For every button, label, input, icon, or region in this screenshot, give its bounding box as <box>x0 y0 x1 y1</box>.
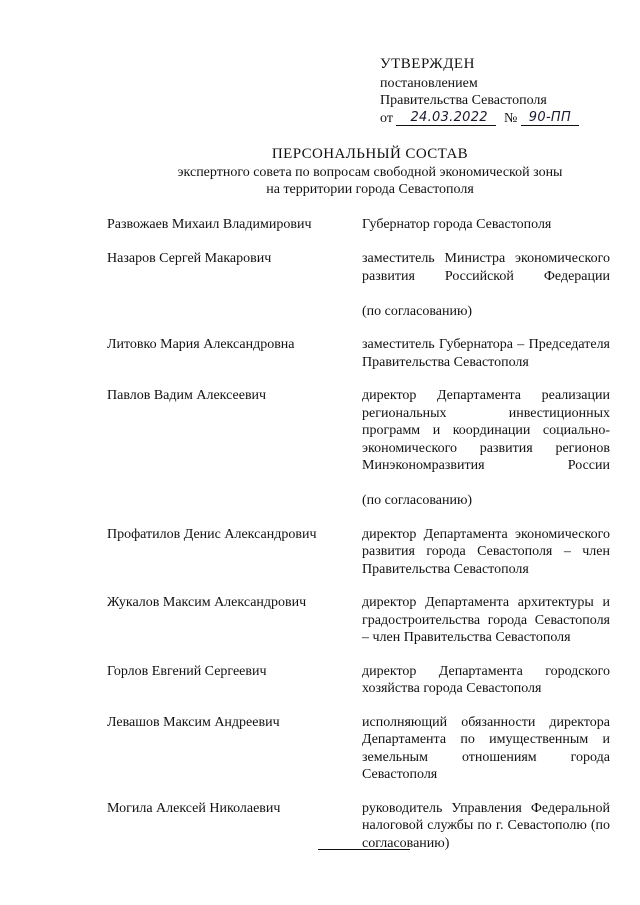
member-role-text: заместитель Министра экономического развития Российской Федерации <box>362 251 610 284</box>
document-title-block <box>100 146 640 198</box>
member-name: Жукалов Максим Александрович <box>107 595 307 610</box>
document-subtitle-2: на территории города Севастополя <box>266 182 474 197</box>
members-list <box>107 216 610 868</box>
number-field <box>521 110 579 126</box>
member-role <box>362 336 610 371</box>
member-name: Могила Алексей Николаевич <box>107 800 281 816</box>
handwritten-number: 90-ПП <box>528 109 572 125</box>
member-role-text: руководитель Управления Федеральной налоговой службы по г. Севастополю (по согласованию) <box>362 800 610 851</box>
member-role-note: (по согласованию) <box>362 493 473 508</box>
member-name: Развожаев Михаил Владимирович <box>107 217 312 232</box>
approval-line-2: Правительства Севастополя <box>380 93 547 108</box>
approval-heading: УТВЕРЖДЕН <box>380 56 475 72</box>
member-role-text: директор Департамента архитектуры и градостроительства города Севастополя – член Правительства Севастополя <box>362 595 610 645</box>
member-row <box>107 594 610 647</box>
member-role <box>362 250 610 320</box>
from-label: от <box>380 110 393 126</box>
handwritten-date: 24.03.2022 <box>410 109 488 125</box>
member-row <box>107 800 610 853</box>
member-role-text: директор Департамента городского хозяйства города Севастополя <box>362 663 610 696</box>
approval-block <box>380 56 620 127</box>
member-role-text: Губернатор города Севастополя <box>362 217 552 232</box>
member-row <box>107 387 610 510</box>
closing-divider <box>318 849 410 850</box>
member-row <box>107 714 610 784</box>
member-name: Горлов Евгений Сергеевич <box>107 663 267 679</box>
member-name: Профатилов Денис Александрович <box>107 526 317 542</box>
member-row <box>107 216 610 234</box>
document-title: ПЕРСОНАЛЬНЫЙ СОСТАВ <box>271 146 469 162</box>
approval-line-1: постановлением <box>380 75 478 91</box>
member-role <box>362 526 610 579</box>
date-field <box>396 110 496 126</box>
member-role-text: директор Департамента экономического развития города Севастополя – член Правительства Севастополя <box>362 526 610 577</box>
member-name: Назаров Сергей Макарович <box>107 251 272 266</box>
member-role <box>362 594 610 647</box>
member-name: Литовко Мария Александровна <box>107 337 295 352</box>
member-name: Левашов Максим Андреевич <box>107 714 280 730</box>
member-row <box>107 336 610 371</box>
member-role-note: (по согласованию) <box>362 303 473 319</box>
member-role <box>362 387 610 510</box>
member-role <box>362 663 610 698</box>
member-row <box>107 250 610 320</box>
member-role-text: исполняющий обязанности директора Департамента по имущественным и земельным отношениям города Севастополя <box>362 714 610 782</box>
member-role <box>362 800 610 853</box>
member-role <box>362 714 610 784</box>
member-row <box>107 526 610 579</box>
member-role <box>362 216 610 234</box>
member-name: Павлов Вадим Алексеевич <box>107 388 267 403</box>
approval-date-line <box>380 110 620 128</box>
member-row <box>107 663 610 698</box>
document-subtitle-1: экспертного совета по вопросам свободной экономической зоны <box>177 165 563 180</box>
member-role-text: директор Департамента реализации региональных инвестиционных программ и координации социально-экономического развития регионов Минэкономразвития России <box>362 388 610 473</box>
member-role-text: заместитель Губернатора – Председателя Правительства Севастополя <box>362 337 610 370</box>
number-label: № <box>503 110 518 126</box>
